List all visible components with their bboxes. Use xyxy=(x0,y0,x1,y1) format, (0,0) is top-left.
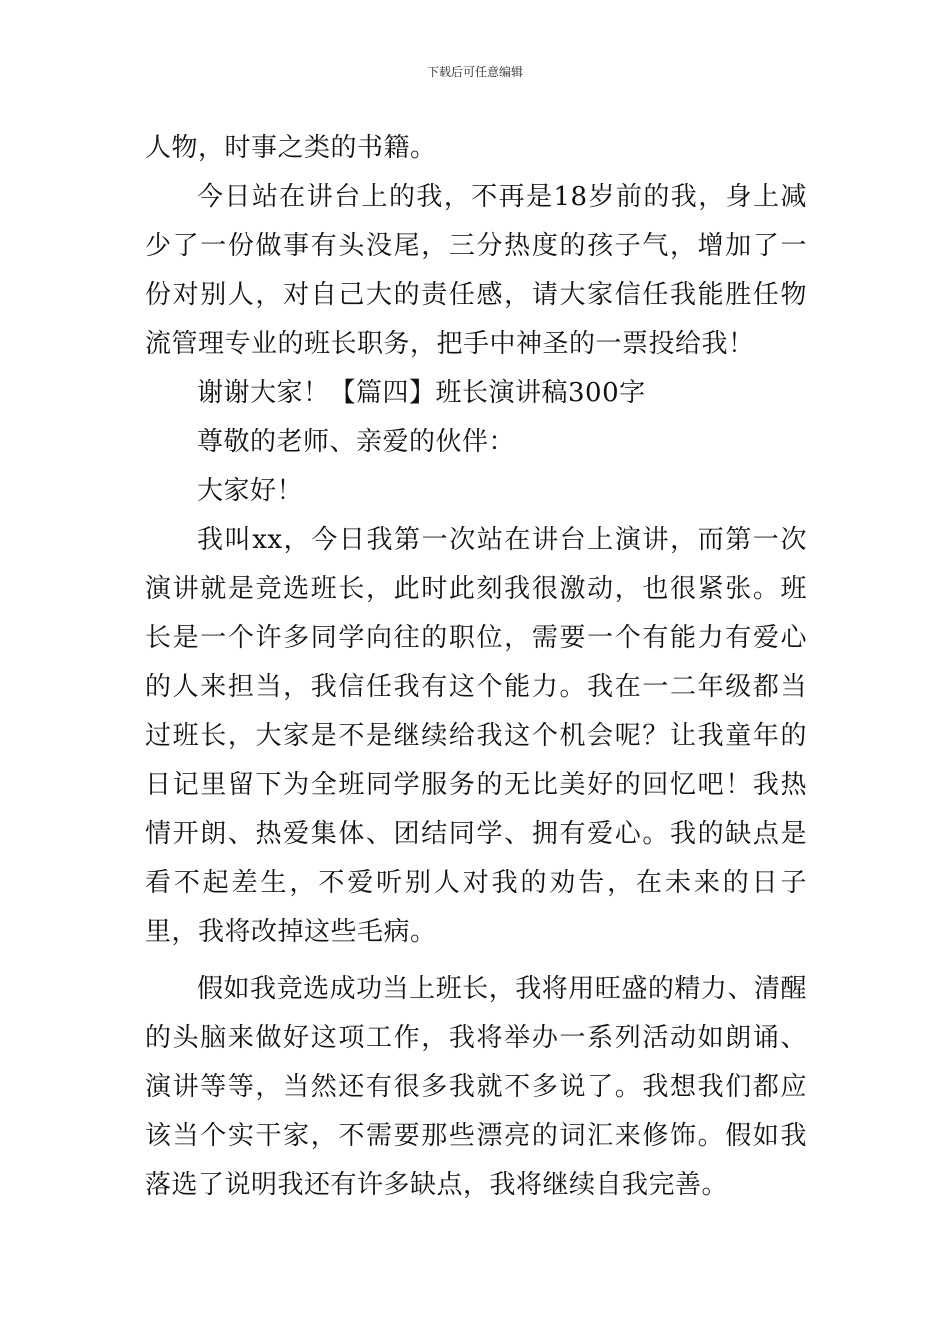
paragraph-introduction: 我叫xx，今日我第一次站在讲台上演讲，而第一次演讲就是竞选班长，此时此刻我很激动，也很紧张。班长是一个许多同学向往的职位，需要一个有能力有爱心的人来担当，我信任我有这个能力。我在一二年级都当过班长，大家是不是继续给我这个机会呢？让我童年的日记里留下为全班同学服务的无比美好的回忆吧！我热情开朗、热爱集体、团结同学、拥有爱心。我的缺点是看不起差生，不爱听别人对我的劝告，在未来的日子里，我将改掉这些毛病。 xyxy=(145,525,807,947)
paragraph-thanks-heading: 谢谢大家！【篇四】班长演讲稿300字 xyxy=(197,378,646,408)
paragraph-continuation: 人物，时事之类的书籍。 xyxy=(145,133,437,163)
paragraph-salutation: 尊敬的老师、亲爱的伙伴： xyxy=(197,427,516,457)
paragraph-today: 今日站在讲台上的我，不再是18岁前的我，身上减少了一份做事有头没尾，三分热度的孩子气，增加了一份对别人，对自己大的责任感，请大家信任我能胜任物流管理专业的班长职务，把手中神圣的一票投给我！ xyxy=(145,182,807,359)
document-body xyxy=(145,124,807,1210)
page-header-note: 下载后可任意编辑 xyxy=(426,65,523,79)
paragraph-plan: 假如我竞选成功当上班长，我将用旺盛的精力、清醒的头脑来做好这项工作，我将举办一系列活动如朗诵、演讲等等，当然还有很多我就不多说了。我想我们都应该当个实干家，不需要那些漂亮的词汇来修饰。假如我落选了说明我还有许多缺点，我将继续自我完善。 xyxy=(145,974,807,1200)
paragraph-greeting: 大家好！ xyxy=(197,476,304,506)
